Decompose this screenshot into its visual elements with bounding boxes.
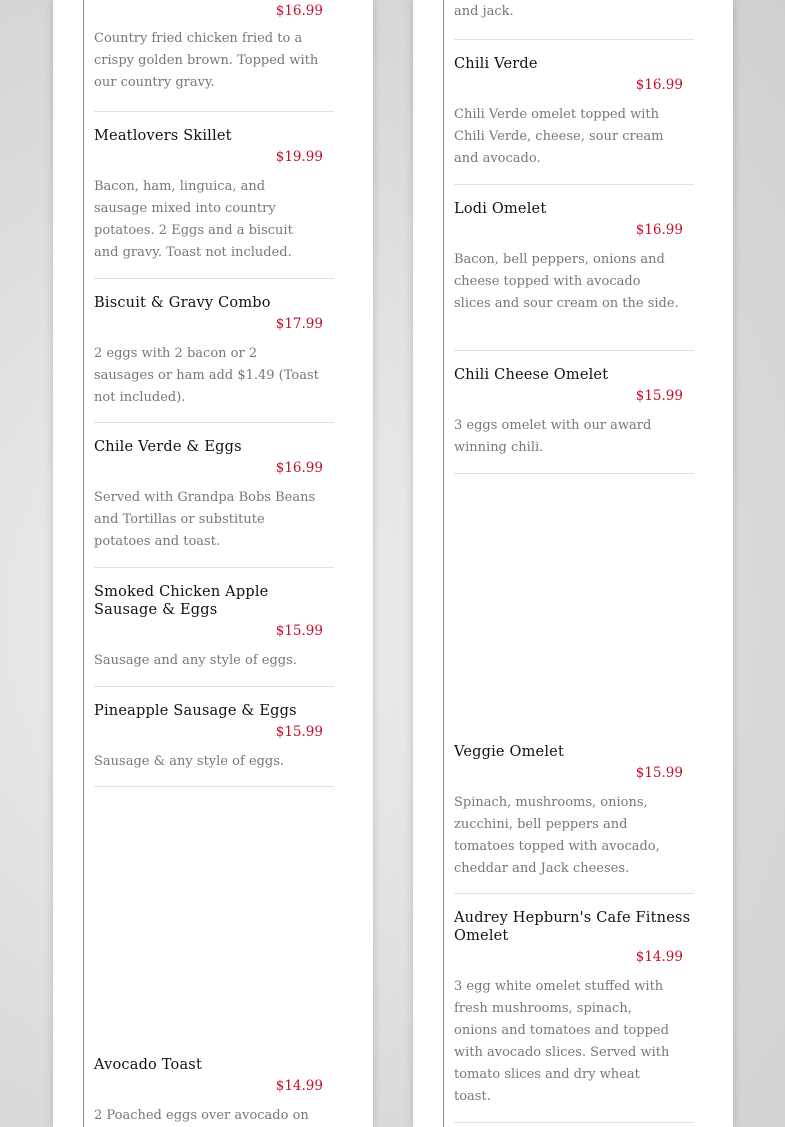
item-description: Served with Grandpa Bobs Beans and Tortillas or substitute potatoes and toast. xyxy=(94,490,316,549)
menu-item xyxy=(94,702,334,787)
menu-item-top xyxy=(454,0,694,40)
menu-item xyxy=(454,909,694,1123)
item-description: Sausage & any style of eggs. xyxy=(94,754,285,769)
item-description: Bacon, ham, linguica, and sausage mixed into country potatoes. 2 Eggs and a biscuit and gravy. Toast not included. xyxy=(94,179,293,260)
item-price: $15.99 xyxy=(635,388,683,404)
item-price: $17.99 xyxy=(275,316,323,332)
item-description: 2 Poached eggs over avocado on xyxy=(94,1108,309,1123)
menu-item xyxy=(454,200,694,351)
item-price: $16.99 xyxy=(275,460,323,476)
item-name: Avocado Toast xyxy=(94,1057,202,1073)
menu-item xyxy=(454,366,694,474)
menu-item-country-fried xyxy=(94,0,334,112)
item-description: Sausage and any style of eggs. xyxy=(94,653,297,668)
item-description: Country fried chicken fried to a crispy golden brown. Topped with our country gravy. xyxy=(94,31,319,90)
item-name: Chile Verde & Eggs xyxy=(94,439,242,455)
menu-item xyxy=(94,583,334,687)
menu-item xyxy=(454,743,694,894)
item-description: 3 egg white omelet stuffed with fresh mushrooms, spinach, onions and tomatoes and topped with avocado slices. Served with tomato slices and dry wheat toast. xyxy=(454,979,670,1104)
column-border xyxy=(83,0,84,1127)
menu-item xyxy=(94,294,334,423)
menu-item xyxy=(94,1056,334,1127)
item-name: Chili Cheese Omelet xyxy=(454,367,609,383)
item-price: $16.99 xyxy=(635,222,683,238)
item-price: $16.99 xyxy=(275,3,323,19)
menu-item xyxy=(94,127,334,279)
item-description: and jack. xyxy=(454,4,514,19)
menu-item xyxy=(454,55,694,185)
item-price: $16.99 xyxy=(635,77,683,93)
item-name: Meatlovers Skillet xyxy=(94,128,232,144)
item-name: Audrey Hepburn's Cafe Fitness Omelet xyxy=(454,910,691,944)
item-price: $15.99 xyxy=(275,623,323,639)
item-price: $14.99 xyxy=(275,1078,323,1094)
column-border xyxy=(443,0,444,1127)
item-price: $19.99 xyxy=(275,149,323,165)
item-name: Veggie Omelet xyxy=(454,744,564,760)
item-description: 3 eggs omelet with our award winning chili. xyxy=(454,418,652,455)
menu-card-right xyxy=(413,0,733,1127)
item-price: $15.99 xyxy=(635,765,683,781)
item-name: Pineapple Sausage & Eggs xyxy=(94,703,297,719)
item-description: Bacon, bell peppers, onions and cheese topped with avocado slices and sour cream on the side. xyxy=(454,252,679,311)
menu-card-left xyxy=(53,0,373,1127)
item-description: Chili Verde omelet topped with Chili Verde, cheese, sour cream and avocado. xyxy=(454,107,664,166)
item-description: Spinach, mushrooms, onions, zucchini, bell peppers and tomatoes topped with avocado, cheddar and Jack cheeses. xyxy=(454,795,660,876)
item-name: Smoked Chicken Apple Sausage & Eggs xyxy=(94,584,269,618)
item-price: $14.99 xyxy=(635,949,683,965)
item-name: Lodi Omelet xyxy=(454,201,547,217)
item-price: $15.99 xyxy=(275,724,323,740)
menu-item xyxy=(94,438,334,568)
item-name: Chili Verde xyxy=(454,56,538,72)
item-name: Biscuit & Gravy Combo xyxy=(94,295,271,311)
item-description: 2 eggs with 2 bacon or 2 sausages or ham add $1.49 (Toast not included). xyxy=(94,346,319,405)
